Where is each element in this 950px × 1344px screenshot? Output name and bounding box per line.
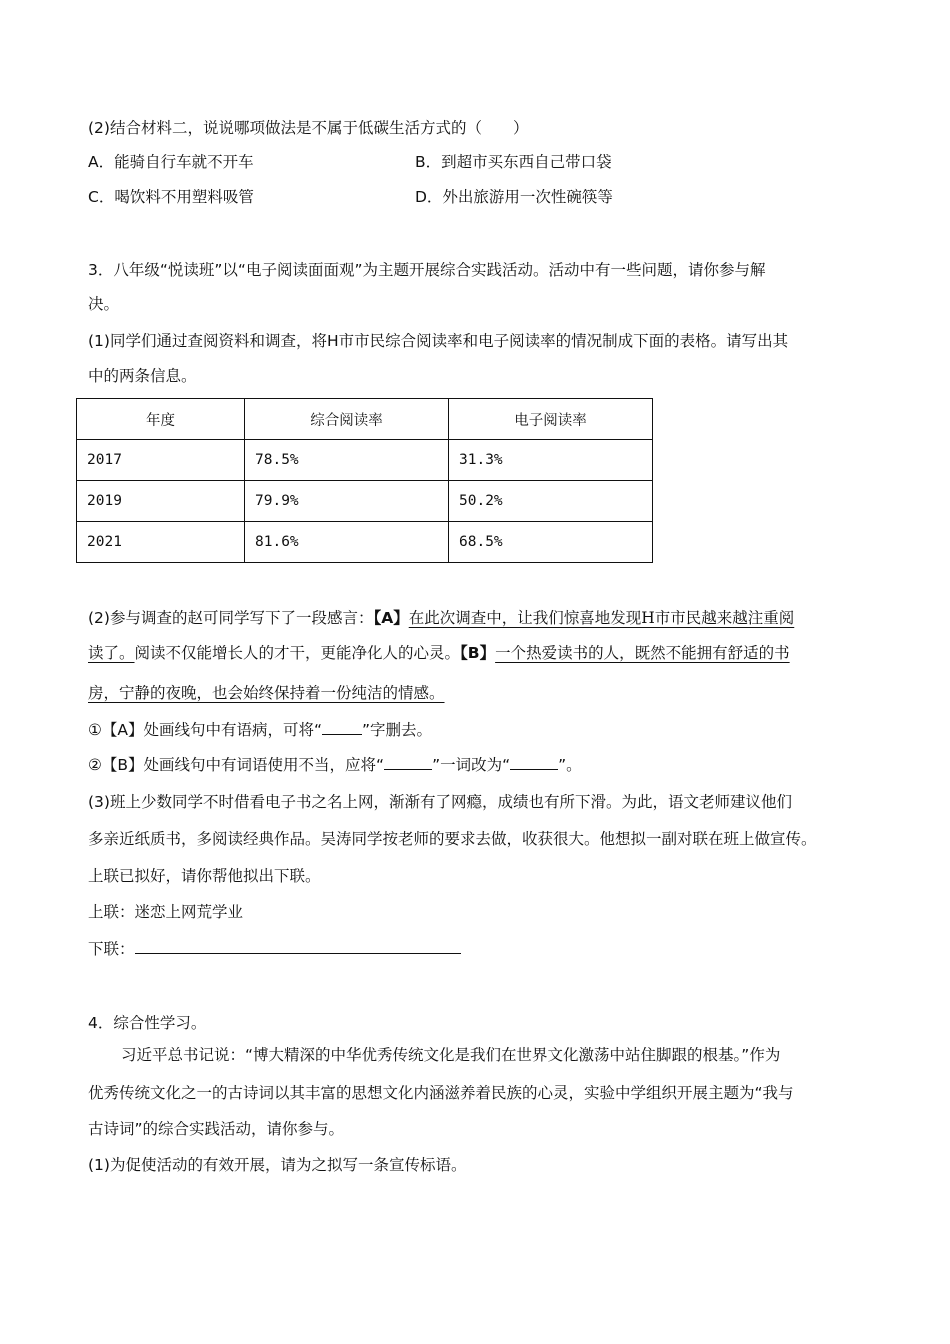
q4-part1: (1)为促使活动的有效开展，请为之拟写一条宣传标语。 — [88, 1156, 467, 1174]
q3-part1-line1: (1)同学们通过查阅资料和调查，将H市市民综合阅读率和电子阅读率的情况制成下面的表格。请写出其 — [88, 332, 789, 350]
option-c: C．喝饮料不用塑料吸管 — [88, 188, 254, 206]
sub1-post: ”字删去。 — [362, 721, 433, 739]
mark-a: 【A】 — [373, 609, 409, 627]
sentence-a-part1: 在此次调查中，让我们惊喜地发现H市市民越来越注重阅 — [408, 609, 795, 627]
sentence-b-part1: 一个热爱读书的人，既然不能拥有舒适的书 — [495, 644, 790, 662]
option-a: A．能骑自行车就不开车 — [88, 153, 254, 171]
q3-part1-line2: 中的两条信息。 — [88, 367, 197, 385]
q2-part2-stem: (2)结合材料二，说说哪项做法是不属于低碳生活方式的（ ） — [88, 119, 529, 137]
table-header-row — [77, 399, 653, 440]
cell-year: 2021 — [77, 522, 245, 563]
sub1-pre: ①【A】处画线句中有语病，可将“ — [88, 721, 323, 739]
reading-rate-table — [76, 398, 653, 563]
option-b: B．到超市买东西自己带口袋 — [415, 153, 612, 171]
sub2-mid: ”一词改为“ — [432, 756, 511, 774]
couplet-upper: 上联：迷恋上网荒学业 — [88, 903, 244, 921]
table-row — [77, 440, 653, 481]
table-row — [77, 522, 653, 563]
q3-part2-line1 — [88, 607, 794, 629]
cell-year: 2017 — [77, 440, 245, 481]
q4-title: 4．综合性学习。 — [88, 1014, 207, 1032]
q3-intro-line1: 3．八年级“悦读班”以“电子阅读面面观”为主题开展综合实践活动。活动中有一些问题，请你参与解 — [88, 261, 766, 279]
cell-digital-rate: 50.2% — [449, 481, 653, 522]
sub2-blank-1[interactable] — [384, 753, 432, 770]
q3-intro-line2: 决。 — [88, 295, 120, 313]
q4-para-line2: 优秀传统文化之一的古诗词以其丰富的思想文化内涵滋养着民族的心灵，实验中学组织开展主题为“我与 — [88, 1084, 794, 1102]
header-digital-rate: 电子阅读率 — [449, 399, 653, 440]
couplet-lower-blank[interactable] — [135, 937, 461, 954]
q3-part3-line1: (3)班上少数同学不时借看电子书之名上网，渐渐有了网瘾，成绩也有所下滑。为此，语文老师建议他们 — [88, 793, 792, 811]
cell-overall-rate: 81.6% — [245, 522, 449, 563]
mark-b: 【B】 — [460, 644, 496, 662]
q3-sub2 — [88, 753, 582, 776]
q3-part2-prefix: (2)参与调查的赵可同学写下了一段感言： — [88, 609, 374, 627]
sub2-pre: ②【B】处画线句中有词语使用不当，应将“ — [88, 756, 385, 774]
header-overall-rate: 综合阅读率 — [245, 399, 449, 440]
cell-overall-rate: 78.5% — [245, 440, 449, 481]
option-d: D．外出旅游用一次性碗筷等 — [415, 188, 613, 206]
sentence-b-part2: 房，宁静的夜晚，也会始终保持着一份纯洁的情感。 — [88, 684, 445, 702]
couplet-lower — [88, 937, 461, 960]
q3-part2-line2 — [88, 642, 790, 664]
sub1-blank[interactable] — [322, 718, 362, 735]
couplet-lower-label: 下联： — [88, 940, 135, 958]
q4-para-line1: 习近平总书记说：“博大精深的中华优秀传统文化是我们在世界文化激荡中站住脚跟的根基。”作为 — [121, 1046, 781, 1064]
q4-para-line3: 古诗词”的综合实践活动，请你参与。 — [88, 1120, 345, 1138]
header-year: 年度 — [77, 399, 245, 440]
middle-sentence: 阅读不仅能增长人的才干，更能净化人的心灵。 — [134, 644, 461, 662]
table-row — [77, 481, 653, 522]
cell-overall-rate: 79.9% — [245, 481, 449, 522]
q3-part3-line2: 多亲近纸质书，多阅读经典作品。吴涛同学按老师的要求去做，收获很大。他想拟一副对联在班上做宣传。 — [88, 830, 817, 848]
q3-sub1 — [88, 718, 432, 741]
cell-digital-rate: 68.5% — [449, 522, 653, 563]
sub2-post: ”。 — [558, 756, 582, 774]
q3-part2-line3 — [88, 682, 445, 704]
sub2-blank-2[interactable] — [510, 753, 558, 770]
cell-year: 2019 — [77, 481, 245, 522]
sentence-a-part2: 读了。 — [88, 644, 135, 662]
cell-digital-rate: 31.3% — [449, 440, 653, 481]
q3-part3-line3: 上联已拟好，请你帮他拟出下联。 — [88, 867, 321, 885]
